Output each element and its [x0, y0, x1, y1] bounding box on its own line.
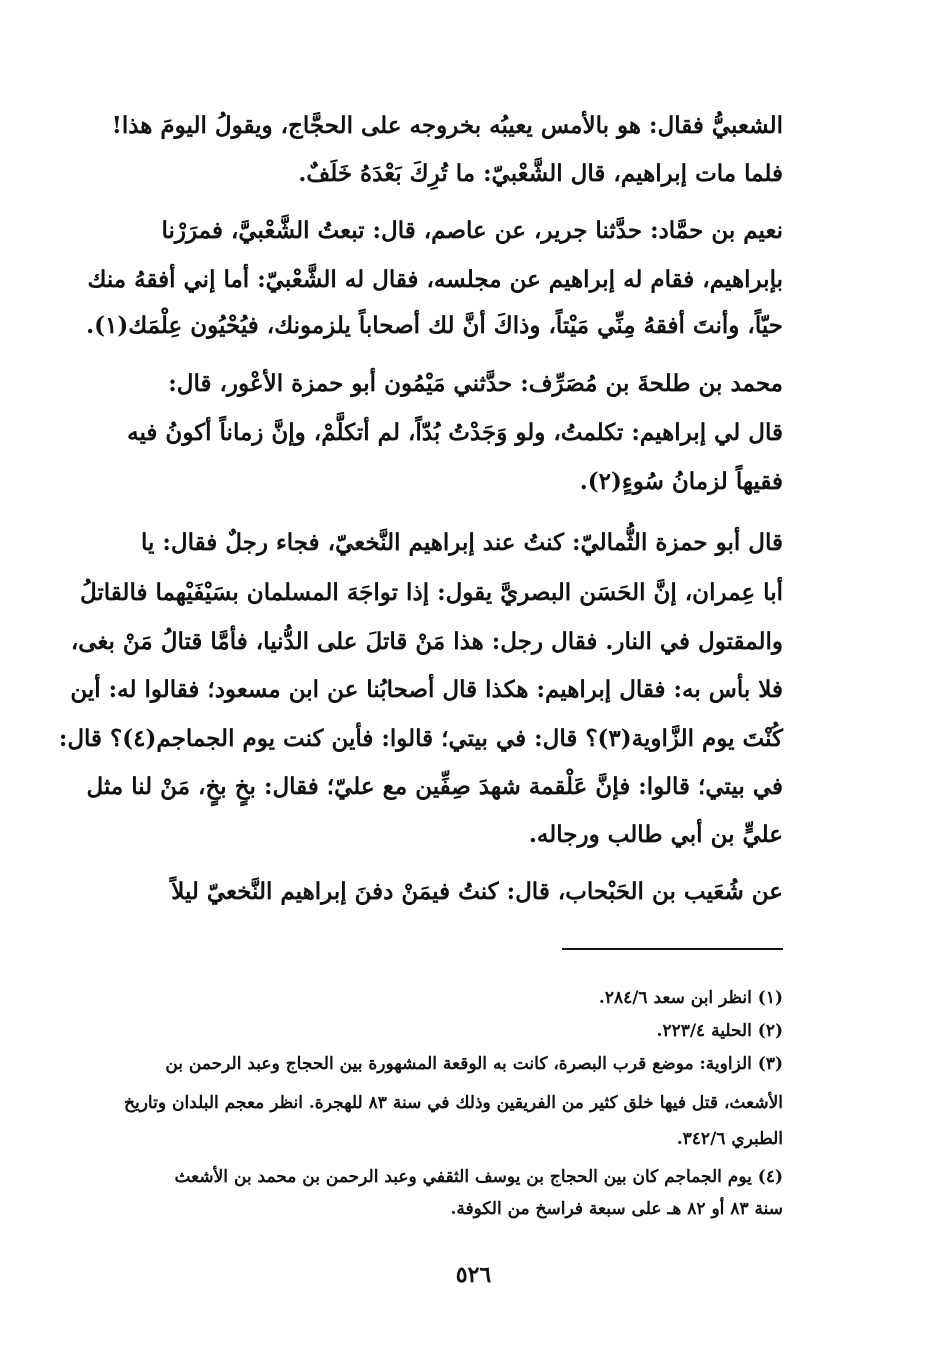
body-line: قال لي إبراهيم: تكلمتُ، ولو وَجَدْتُ بُدّاً، لم أتكلَّمْ، وإنَّ زماناً أكونُ فيه [127, 419, 783, 446]
body-line: في بيتي؛ قالوا: فإنَّ عَلْقمة شهدَ صِفِّين مع عليّ؛ فقال: بخٍ بخٍ، مَنْ لنا مثل [86, 773, 783, 800]
body-line: والمقتول في النار. فقال رجل: هذا مَنْ قاتلَ على الدُّنيا، فأمَّا قتالُ مَنْ بغى، [70, 628, 783, 655]
footnote-line: الأشعث، قتل فيها خلق كثير من الفريقين وذلك في سنة ٨٣ للهجرة. انظر معجم البلدان وتاريخ [124, 1093, 783, 1113]
footnote-line: (٢) الحلية ٢٢٣/٤. [656, 1021, 783, 1041]
body-line: قال أبو حمزة الثُّماليّ: كنتُ عند إبراهيم النَّخعيّ، فجاء رجلٌ فقال: يا [140, 529, 783, 556]
body-line: نعيم بن حمَّاد: حدَّثنا جرير، عن عاصم، قال: تبعتُ الشَّعْبيَّ، فمرَرْنا [161, 217, 783, 244]
footnote-line: سنة ٨٣ أو ٨٢ هـ على سبعة فراسخ من الكوفة. [450, 1199, 783, 1219]
footnote-line: (١) انظر ابن سعد ٢٨٤/٦. [598, 988, 783, 1008]
body-line: بإبراهيم، فقام له إبراهيم عن مجلسه، فقال له الشَّعْبيّ: أما إني أفقهُ منك [87, 266, 783, 293]
page-number: ٥٢٦ [455, 1262, 492, 1288]
body-line: فلما مات إبراهيم، قال الشَّعْبيّ: ما تُرِكَ بَعْدَهُ خَلَفٌ. [298, 160, 783, 187]
footnote-line: الطبري ٣٤٢/٦. [676, 1129, 783, 1149]
body-line: كُنْتَ يوم الزَّاوية(٣)؟ قال: في بيتي؛ قالوا: فأين كنت يوم الجماجم(٤)؟ قال: [58, 725, 783, 752]
body-line: محمد بن طلحةَ بن مُصَرِّف: حدَّثني مَيْمُون أبو حمزة الأعْور، قال: [168, 370, 783, 397]
body-line: عن شُعَيب بن الحَبْحاب، قال: كنتُ فيمَنْ دفنَ إبراهيم النَّخعيّ ليلاً [171, 878, 783, 905]
footnote-line: (٣) الزاوية: موضع قرب البصرة، كانت به الوقعة المشهورة بين الحجاج وعبد الرحمن بن [165, 1054, 783, 1074]
body-line: فقيهاً لزمانُ سُوءٍ(٢). [579, 468, 783, 495]
body-line: الشعبيُّ فقال: هو بالأمس يعيبُه بخروجه على الحجَّاج، ويقولُ اليومَ هذا! [111, 112, 783, 139]
body-line: أبا عِمران، إنَّ الحَسَن البصريَّ يقول: إذا تواجَهَ المسلمان بسَيْفَيْهما فالقاتلُ [79, 579, 783, 606]
footnote-line: (٤) يوم الجماجم كان بين الحجاج بن يوسف الثقفي وعبد الرحمن بن محمد بن الأشعث [174, 1167, 783, 1187]
footnote-divider [562, 948, 783, 950]
body-line: عليٍّ بن أبي طالب ورجاله. [528, 821, 783, 848]
body-line: حيّاً، وأنتَ أفقهُ مِنِّي مَيْتاً، وذاكَ أنَّ لك أصحاباً يلزمونك، فيُحْيُون عِلْمَك(١). [86, 312, 783, 339]
body-line: فلا بأس به: فقال إبراهيم: هكذا قال أصحابُنا عن ابن مسعود؛ فقالوا له: أين [70, 676, 783, 703]
